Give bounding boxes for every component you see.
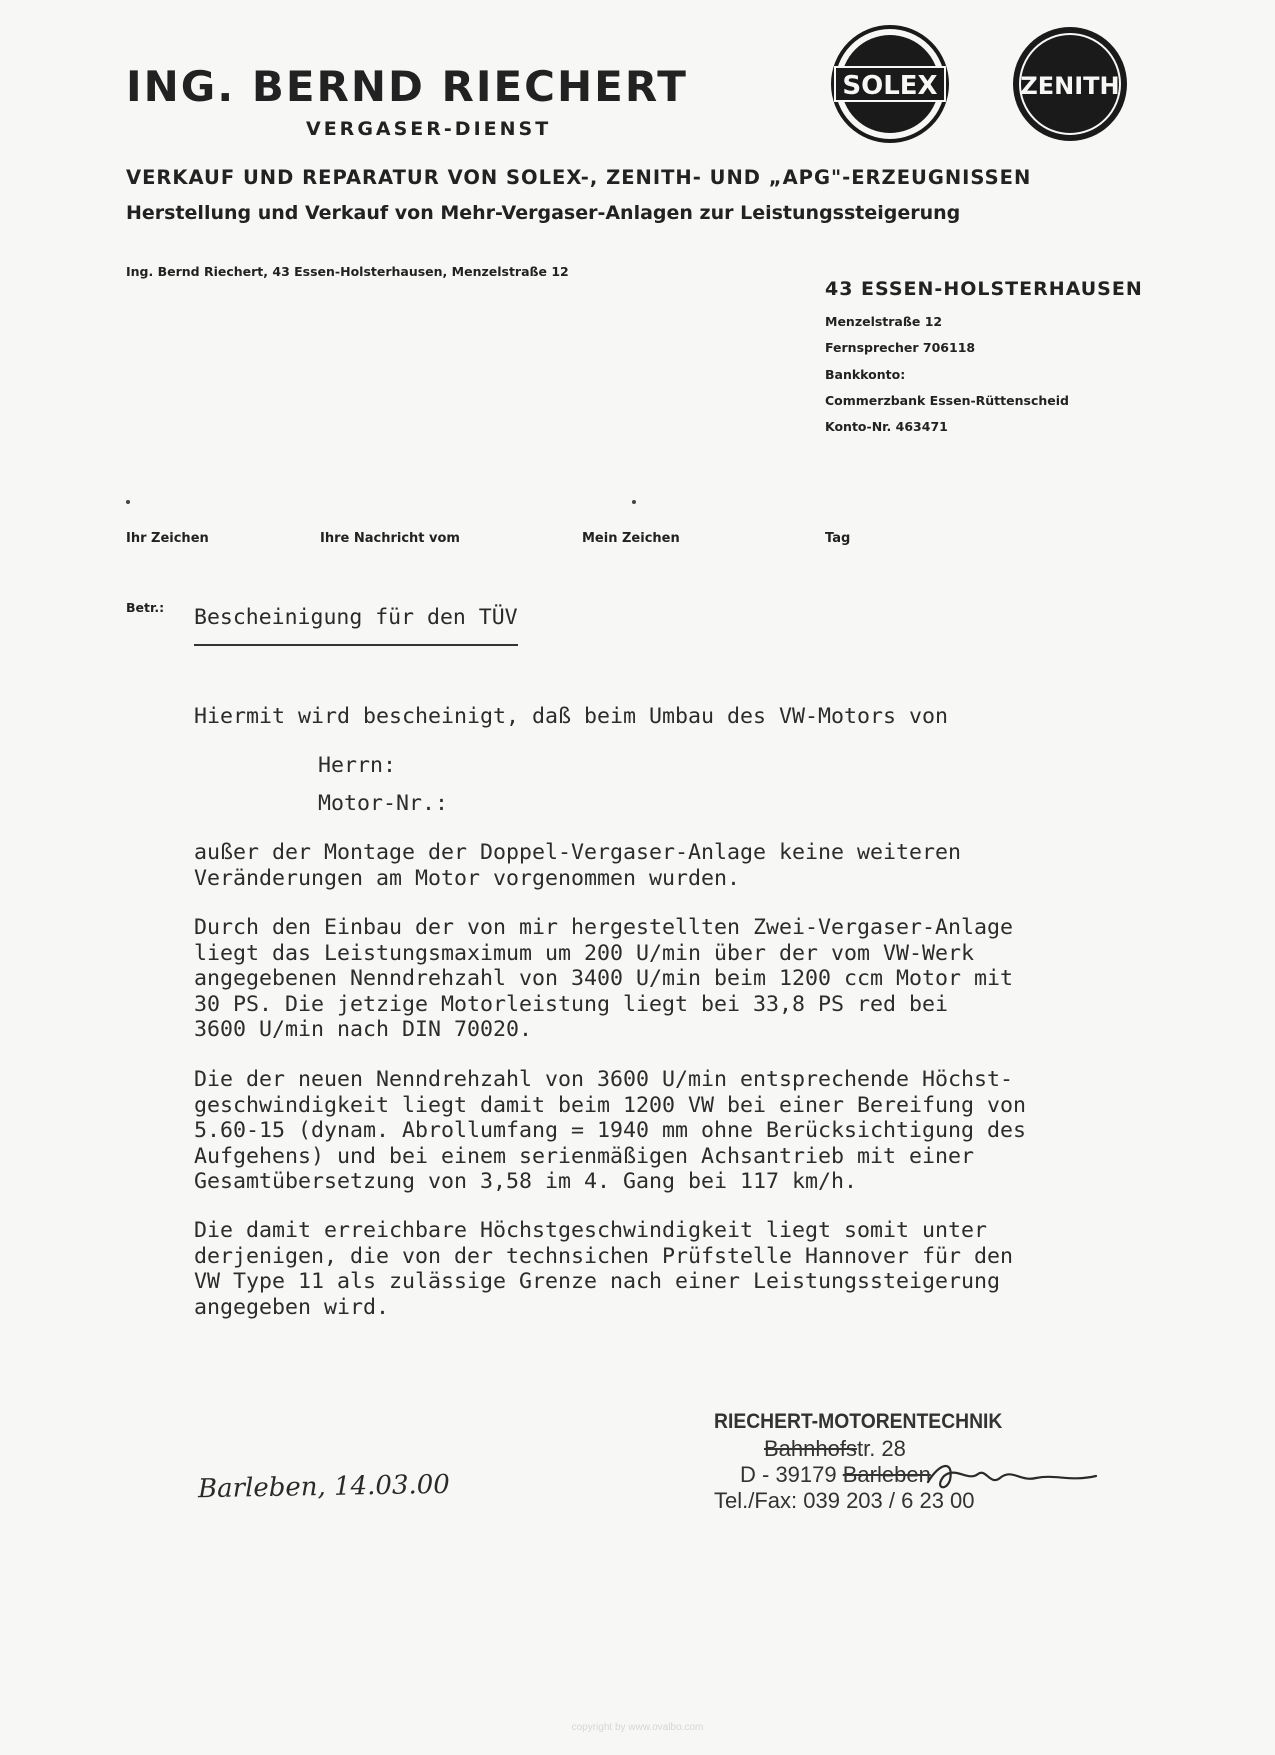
sender-line: Ing. Bernd Riechert, 43 Essen-Holsterhausen, Menzelstraße 12: [126, 264, 569, 279]
ref-your-message: Ihre Nachricht vom: [320, 531, 460, 546]
body-line: VW Type 11 als zulässige Grenze nach einer Leistungssteigerung: [194, 1269, 1001, 1294]
fold-mark: [632, 500, 636, 504]
field-motor-nr: Motor-Nr.:: [318, 791, 449, 816]
body-line: 5.60-15 (dynam. Abrollumfang = 1940 mm ohne Berücksichtigung des: [194, 1118, 1027, 1143]
handwritten-place-date: Barleben, 14.03.00: [197, 1469, 451, 1505]
body-line: angegebenen Nenndrehzahl von 3400 U/min beim 1200 ccm Motor mit: [194, 966, 1014, 991]
address-phone: Fernsprecher 706118: [825, 340, 976, 355]
footer-copyright: copyright by www.ovalbo.com: [571, 1722, 704, 1733]
stamp-postcode: D - 39179: [740, 1462, 843, 1487]
zenith-logo: [1010, 24, 1130, 144]
body-line: angegeben wird.: [194, 1294, 390, 1320]
ref-my-sign: Mein Zeichen: [582, 531, 680, 546]
body-line: Die damit erreichbare Höchstgeschwindigkeit liegt somit unter: [194, 1218, 988, 1243]
paragraph-2: [194, 915, 1013, 1043]
address-city: 43 ESSEN-HOLSTERHAUSEN: [825, 278, 1143, 300]
address-bank-name: Commerzbank Essen-Rüttenscheid: [825, 393, 1069, 408]
paragraph-3: [194, 1067, 1026, 1195]
tagline-manufacturing: Herstellung und Verkauf von Mehr-Vergaser-Anlagen zur Leistungssteigerung: [126, 202, 961, 224]
address-bank-label: Bankkonto:: [825, 367, 906, 382]
tagline-sales: VERKAUF UND REPARATUR VON SOLEX-, ZENITH- UND „APG"-ERZEUGNISSEN: [126, 166, 1032, 189]
body-intro: Hiermit wird bescheinigt, daß beim Umbau des VW-Motors von: [194, 704, 949, 729]
stamp-street-rest: tr. 28: [856, 1436, 906, 1461]
stamp-company: RIECHERT-MOTORENTECHNIK: [714, 1410, 1003, 1433]
signature: [920, 1452, 1120, 1502]
body-line: außer der Montage der Doppel-Vergaser-Anlage keine weiteren: [194, 840, 962, 865]
stamp-street-struck: Bahnhofs: [764, 1436, 857, 1461]
body-line: Die der neuen Nenndrehzahl von 3600 U/min entsprechende Höchst-: [194, 1067, 1014, 1092]
stamp-phone: Tel./Fax: 039 203 / 6 23 00: [714, 1488, 975, 1513]
paragraph-1: [194, 840, 961, 891]
fold-mark: [126, 500, 130, 504]
body-line: Durch den Einbau der von mir hergestellten Zwei-Vergaser-Anlage: [194, 915, 1014, 940]
body-line: derjenigen, die von der technsichen Prüfstelle Hannover für den: [194, 1243, 1014, 1269]
body-line: liegt das Leistungsmaximum um 200 U/min über der vom VW-Werk: [194, 940, 975, 966]
field-herr: Herrn:: [318, 753, 397, 778]
address-street: Menzelstraße 12: [825, 314, 943, 329]
paragraph-4: [194, 1218, 1013, 1320]
company-subtitle: VERGASER-DIENST: [306, 118, 552, 140]
solex-logo: [830, 24, 950, 144]
body-line: 3600 U/min nach DIN 70020.: [194, 1017, 533, 1042]
body-line: Gesamtübersetzung von 3,58 im 4. Gang bei 117 km/h.: [194, 1169, 858, 1194]
ref-date: Tag: [825, 531, 851, 546]
body-line: geschwindigkeit liegt damit beim 1200 VW bei einer Bereifung von: [194, 1092, 1027, 1118]
body-line: Veränderungen am Motor vorgenommen wurden.: [194, 865, 741, 891]
zenith-logo-text: ZENITH: [1020, 72, 1120, 100]
body-line: Aufgehens) und bei einem serienmäßigen Achsantrieb mit einer: [194, 1143, 975, 1169]
subject-text: Bescheinigung für den TÜV: [194, 605, 518, 646]
body-line: 30 PS. Die jetzige Motorleistung liegt bei 33,8 PS red bei: [194, 991, 949, 1017]
solex-logo-text: SOLEX: [842, 71, 938, 101]
stamp-city-struck: Barleben: [842, 1462, 931, 1487]
company-name: ING. BERND RIECHERT: [126, 62, 688, 111]
address-account: Konto-Nr. 463471: [825, 419, 948, 434]
ref-your-sign: Ihr Zeichen: [126, 531, 209, 546]
subject-label: Betr.:: [126, 600, 165, 615]
